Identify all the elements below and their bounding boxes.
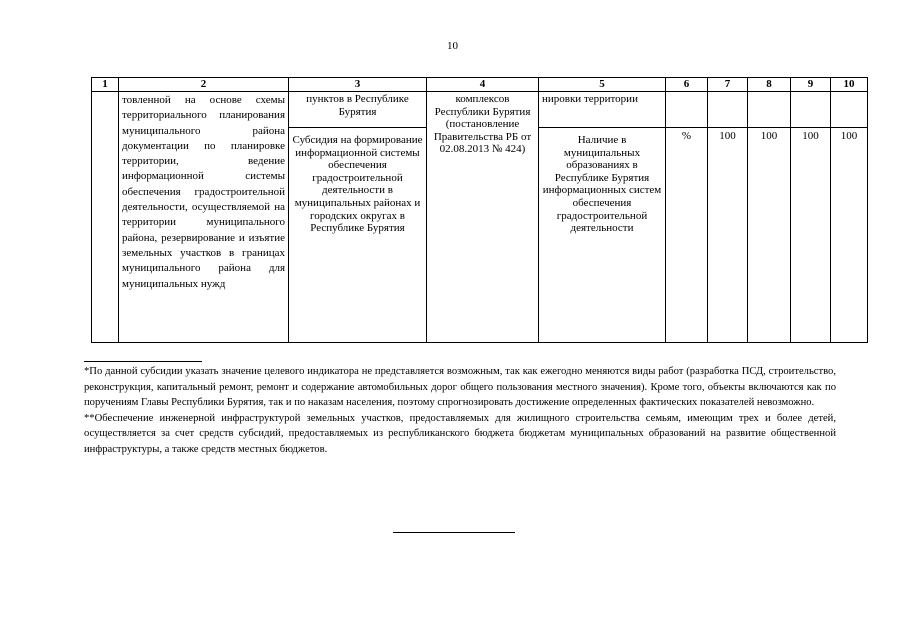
cell-col7-top: [708, 92, 747, 128]
col-number-7: 7: [708, 78, 748, 92]
cell-legal-basis: комплексов Республики Бурятия (постановление Правительства РБ от 02.08.2013 № 424): [427, 92, 539, 343]
col-number-6: 6: [666, 78, 708, 92]
cell-col6: [666, 92, 708, 343]
cell-value-7: 100: [719, 130, 736, 142]
cell-col7: [708, 92, 748, 343]
cell-col9-top: [791, 92, 830, 128]
col-number-2: 2: [119, 78, 289, 92]
cell-col3: [289, 92, 427, 343]
page-number: 10: [447, 40, 458, 52]
cell-col5-top: нировки территории: [539, 92, 665, 128]
cell-event-description: товленной на основе схемы территориального планирования муниципального района документации по планировке территории, ведение информационной системы обеспечения градостроительной деятельности, осуществляемой на территории муниципального района, резервирование и изъятие земельных участков в границах муниципального района для муниципальных нужд: [119, 92, 289, 343]
indicators-table: [91, 77, 868, 343]
footnote-divider: [84, 361, 202, 362]
col-number-1: 1: [92, 78, 119, 92]
cell-col3-top: пунктов в Республике Бурятия: [289, 92, 426, 128]
cell-col10: [831, 92, 868, 343]
footnotes: [84, 364, 836, 457]
cell-col6-top: [666, 92, 707, 128]
col-number-5: 5: [539, 78, 666, 92]
cell-value-10: 100: [840, 130, 858, 142]
col-number-8: 8: [748, 78, 791, 92]
cell-col8: [748, 92, 791, 343]
footnote-1: *По данной субсидии указать значение целевого индикатора не представляется возможным, так как ежегодно меняются виды работ (разработка ПСД, строительство, реконструкция, капитальный ремонт, ремонт и содержание автомобильных дорог общего пользования местного значения). Кроме того, объекты включаются как по поручениям Главы Республики Бурятия, так и по наказам населения, поэтому спрогнозировать достижение определенных фактических показателей невозможно.: [84, 366, 836, 408]
header-row: [92, 78, 868, 92]
cell-col1: [92, 92, 119, 343]
col-number-9: 9: [791, 78, 831, 92]
col-number-4: 4: [427, 78, 539, 92]
cell-col10-top: [831, 92, 867, 128]
cell-col8-top: [748, 92, 790, 128]
col-number-10: 10: [831, 78, 868, 92]
cell-indicator-name: Наличие в муниципальных образованиях в Республике Бурятия информационных систем обеспечения градостроительной деятельности: [542, 134, 662, 235]
cell-col9: [791, 92, 831, 343]
col-number-3: 3: [289, 78, 427, 92]
cell-subsidy-name: Субсидия на формирование информационной системы обеспечения градостроительной деятельности в муниципальных районах и городских округах в Республике Бурятия: [292, 134, 423, 235]
table-row: [92, 92, 868, 343]
cell-unit: %: [681, 130, 692, 142]
cell-value-9: 100: [802, 130, 819, 142]
cell-col5: [539, 92, 666, 343]
cell-value-8: 100: [760, 130, 778, 142]
footnote-2: **Обеспечение инженерной инфраструктурой земельных участков, предоставляемых для жилищного строительства семьям, имеющим трех и более детей, осуществляется за счет средств субсидий, предоставляемых из республиканского бюджета бюджетам муниципальных образований на развитие общественной инфраструктуры, а также средств местных бюджетов.: [84, 412, 836, 455]
end-divider: [393, 532, 515, 533]
